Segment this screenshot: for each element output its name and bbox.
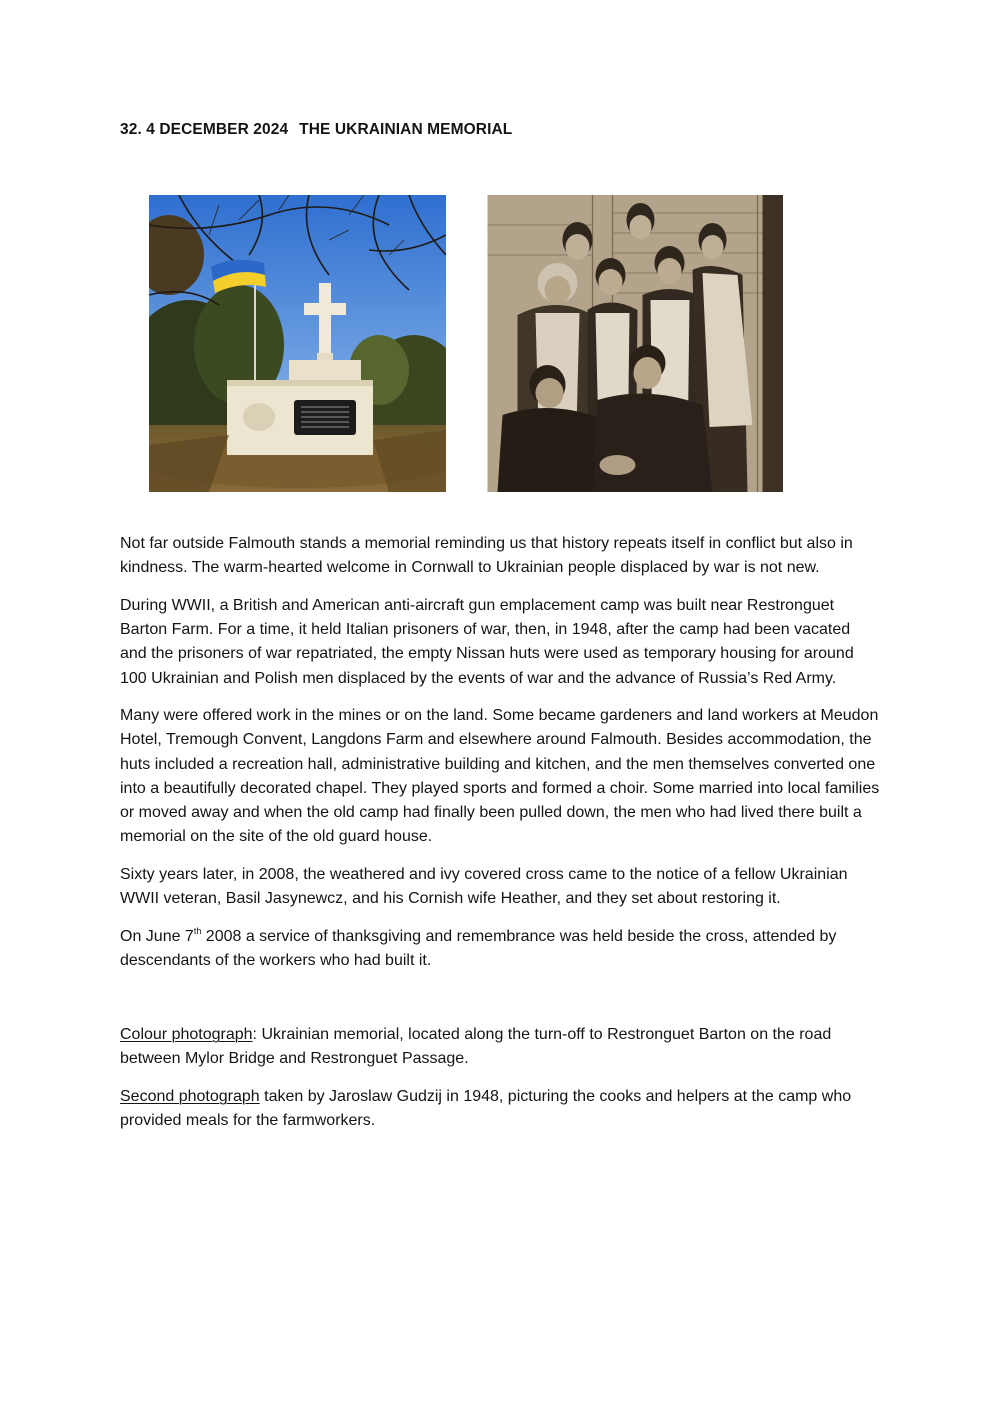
paragraph-intro: Not far outside Falmouth stands a memorial reminding us that history repeats itself in conflict but also in kindness. The warm-hearted welcome in Cornwall to Ukrainian people displaced by war is not new. (120, 535, 853, 577)
article-body (120, 532, 880, 1147)
memorial-photo (149, 195, 446, 492)
caption-colour-label: Colour photograph (120, 1026, 253, 1044)
caption-second-text: taken by Jaroslaw Gudzij in 1948, picturing the cooks and helpers at the camp who provided meals for the farmworkers. (120, 1088, 852, 1130)
heading-title: THE UKRAINIAN MEMORIAL (299, 121, 513, 138)
service-text-after: 2008 a service of thanksgiving and remembrance was held beside the cross, attended by descendants of the workers who had built it. (120, 927, 837, 970)
caption-second-label: Second photograph (120, 1088, 260, 1106)
cooks-photo (487, 195, 783, 492)
memorial-photo-illustration (149, 195, 446, 492)
caption-colour-photograph (120, 1023, 880, 1071)
heading-number: 32. 4 DECEMBER 2024 (120, 121, 289, 138)
page-heading (120, 121, 512, 139)
paragraph-camp-history: During WWII, a British and American anti-aircraft gun emplacement camp was built near Restronguet Barton Farm. For a time, it held Italian prisoners of war, then, in 1948, after the camp had been vacated and the prisoners of war repatriated, the empty Nissan huts were used as temporary housing for around 100 Ukrainian and Polish men displaced by the events of war and the advance of Russia’s Red Army. (120, 596, 854, 687)
caption-second-photograph (120, 1085, 880, 1133)
service-text-before: On June 7 (120, 927, 194, 945)
paragraph-restoration: Sixty years later, in 2008, the weathered and ivy covered cross came to the notice of a fellow Ukrainian WWII veteran, Basil Jasynewcz, and his Cornish wife Heather, and they set about restoring it. (120, 865, 848, 908)
paragraph-work-life: Many were offered work in the mines or on the land. Some became gardeners and land workers at Meudon Hotel, Tremough Convent, Langdons Farm and elsewhere around Falmouth. Besides accommodation, the huts included a recreation hall, administrative building and kitchen, and the men themselves converted one into a beautifully decorated chapel. They played sports and formed a choir. Some married into local families or moved away and when the old camp had finally been pulled down, the men who had lived there built a memorial on the site of the old guard house. (120, 707, 880, 846)
caption-colour-text: : Ukrainian memorial, located along the turn-off to Restronguet Barton on the road between Mylor Bridge and Restronguet Passage. (120, 1026, 832, 1068)
service-ordinal: th (193, 925, 202, 936)
paragraph-service (120, 925, 880, 973)
cooks-photo-illustration (487, 195, 783, 492)
